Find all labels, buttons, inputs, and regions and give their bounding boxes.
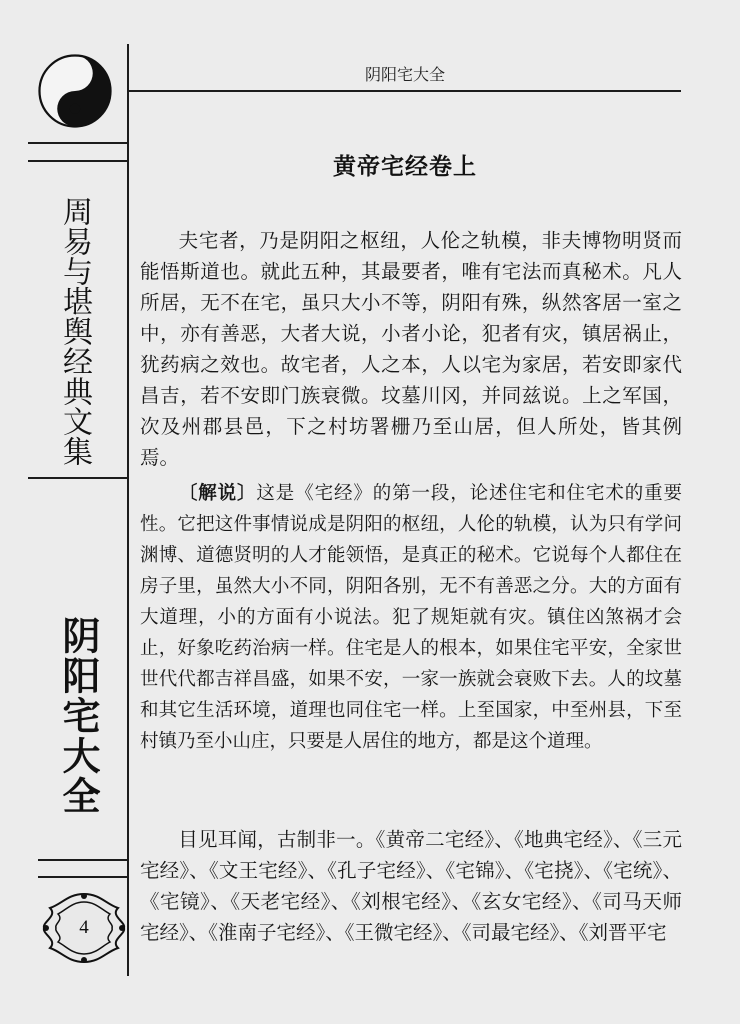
commentary-text: 这是《宅经》的第一段，论述住宅和住宅术的重要性。它把这件事情说成是阴阳的枢纽，人伦的轨模，认为只有学问渊博、道德贤明的人才能领悟，是真正的秘术。它说每个人都住在房子里，虽然大小不同，阴阳各别，无不有善恶之分。大的方面有大道理，小的方面有小说法。犯了规矩就有灾。镇住凶煞祸才会止，好象吃药治病一样。住宅是人的根本，如果住宅平安，全家世世代代都吉祥昌盛，如果不安，一家一族就会衰败下去。人的坟墓和其它生活环境，道理也同住宅一样。上至国家，中至州县，下至村镇乃至小山庄，只要是人居住的地方，都是这个道理。: [140, 483, 682, 752]
sidebar-top-rule-2: [28, 160, 128, 162]
sidebar-bottom-rule-1: [38, 859, 128, 861]
header-rule: [129, 90, 681, 92]
classical-text-paragraph: [140, 225, 682, 473]
sidebar-middle-rule: [28, 477, 128, 479]
series-title: 周易与堪舆经典文集: [57, 196, 92, 466]
sidebar-top-rule-1: [28, 142, 128, 144]
sidebar-rule: [127, 44, 129, 976]
commentary-label: 〔解说〕: [178, 483, 257, 504]
yin-yang-icon: [38, 54, 112, 128]
sidebar-bottom-rule-2: [38, 876, 128, 878]
chapter-title: 黄帝宅经卷上: [333, 154, 477, 180]
book-title: 阴阳宅大全: [56, 616, 100, 816]
classical-text-paragraph-2: [140, 824, 682, 948]
page-number: 4: [79, 917, 89, 938]
running-header: 阴阳宅大全: [364, 65, 445, 84]
classical-text: 夫宅者，乃是阴阳之枢纽，人伦之轨模，非夫博物明贤而能悟斯道也。就此五种，其最要者，唯有宅法而真秘术。凡人所居，无不在宅，虽只大小不等，阴阳有殊，纵然客居一室之中，亦有善恶，大者大说，小者小论，犯者有灾，镇居祸止，犹药病之效也。故宅者，人之本，人以宅为家居，若安即家代昌吉，若不安即门族衰微。坟墓川冈，并同兹说。上之军国，次及州郡县邑，下之村坊署栅乃至山居，但人所处，皆其例焉。: [140, 229, 682, 469]
commentary-paragraph: [140, 478, 682, 757]
classical-text-2: 目见耳闻，古制非一。《黄帝二宅经》、《地典宅经》、《三元宅经》、《文王宅经》、《孔子宅经》、《宅锦》、《宅挠》、《宅统》、《宅镜》、《天老宅经》、《刘根宅经》、《玄女宅经》、《司马天师宅经》、《淮南子宅经》、《王微宅经》、《司最宅经》、《刘晋平宅: [140, 828, 682, 944]
